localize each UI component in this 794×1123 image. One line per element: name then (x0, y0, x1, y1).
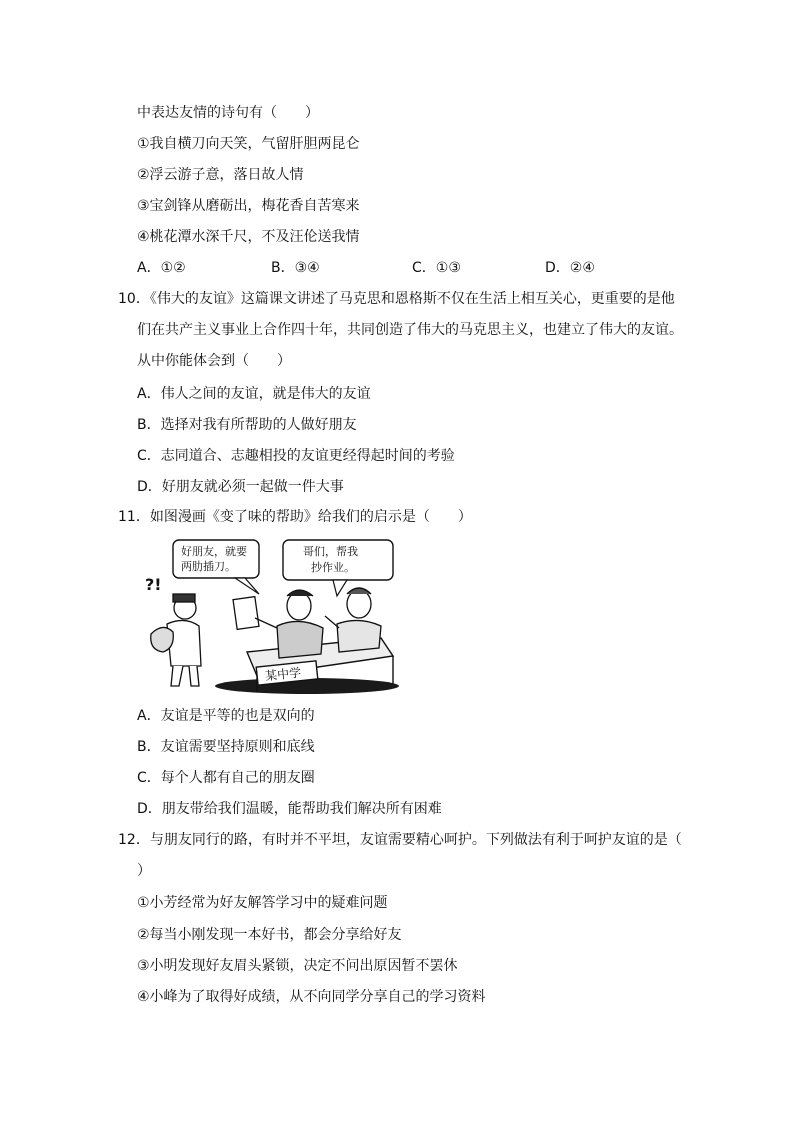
q9-option-c: C．①③ (412, 260, 461, 276)
q9-stem-tail: 中表达友情的诗句有（ ） (137, 105, 319, 121)
q12-stem-line-1: 12．与朋友同行的路，有时并不平坦，友谊需要精心呵护。下列做法有利于呵护友谊的是（ (118, 832, 682, 848)
q10-option-a: A．伟人之间的友谊，就是伟大的友谊 (137, 386, 371, 402)
q10-stem-line-2: 们在共产主义事业上合作四十年，共同创造了伟大的马克思主义，也建立了伟大的友谊。 (137, 322, 683, 338)
q12-stem-line-2: ） (137, 863, 151, 879)
q11-option-a: A．友谊是平等的也是双向的 (137, 708, 315, 724)
bubble-right-text-2: 抄作业。 (311, 561, 355, 574)
q10-option-d: D．好朋友就必须一起做一件大事 (137, 479, 344, 495)
surprise-marks: ?! (145, 575, 162, 594)
q9-option-a: A．①② (137, 260, 186, 276)
q12-item-4: ④小峰为了取得好成绩，从不向同学分享自己的学习资料 (137, 989, 486, 1005)
bubble-left-tail (235, 578, 259, 594)
q9-item-4: ④桃花潭水深千尺，不及汪伦送我情 (137, 229, 360, 245)
q12-item-3: ③小明发现好友眉头紧锁，决定不问出原因暂不罢休 (137, 958, 458, 974)
bubble-right-tail (333, 580, 347, 596)
q11-option-b: B．友谊需要坚持原则和底线 (137, 739, 315, 755)
q12-item-2: ②每当小刚发现一本好书，都会分享给好友 (137, 927, 402, 943)
q10-option-b: B．选择对我有所帮助的人做好朋友 (137, 417, 357, 433)
q9-option-b: B．③④ (271, 260, 320, 276)
q10-stem-line-3: 从中你能体会到（ ） (137, 353, 291, 369)
q9-item-2: ②浮云游子意，落日故人情 (137, 167, 304, 183)
q11-stem: 11．如图漫画《变了味的帮助》给我们的启示是（ ） (118, 509, 472, 525)
bubble-right-text-1: 哥们，帮我 (303, 545, 358, 558)
bubble-left-text-1: 好朋友，就要 (181, 545, 247, 558)
q11-option-d: D．朋友带给我们温暖，能帮助我们解决所有困难 (137, 801, 442, 817)
q11-option-c: C．每个人都有自己的朋友圈 (137, 770, 315, 786)
homework-paper (233, 597, 259, 630)
q12-item-1: ①小芳经常为好友解答学习中的疑难问题 (137, 895, 388, 911)
q9-item-3: ③宝剑锋从磨砺出，梅花香自苦寒来 (137, 198, 360, 214)
cartoon-image (137, 536, 399, 694)
bubble-left-text-2: 两肋插刀。 (181, 560, 236, 573)
q9-item-1: ①我自横刀向天笑，气留肝胆两昆仑 (137, 136, 360, 152)
q9-option-d: D．②④ (545, 260, 595, 276)
left-student (151, 594, 201, 686)
q10-stem-line-1: 10．《伟大的友谊》这篇课文讲述了马克思和恩格斯不仅在生活上相互关心，更重要的是他 (118, 291, 675, 307)
q10-option-c: C．志同道合、志趣相投的友谊更经得起时间的考验 (137, 448, 455, 464)
desk-label: 某中学 (264, 665, 302, 684)
middle-student (255, 590, 323, 658)
